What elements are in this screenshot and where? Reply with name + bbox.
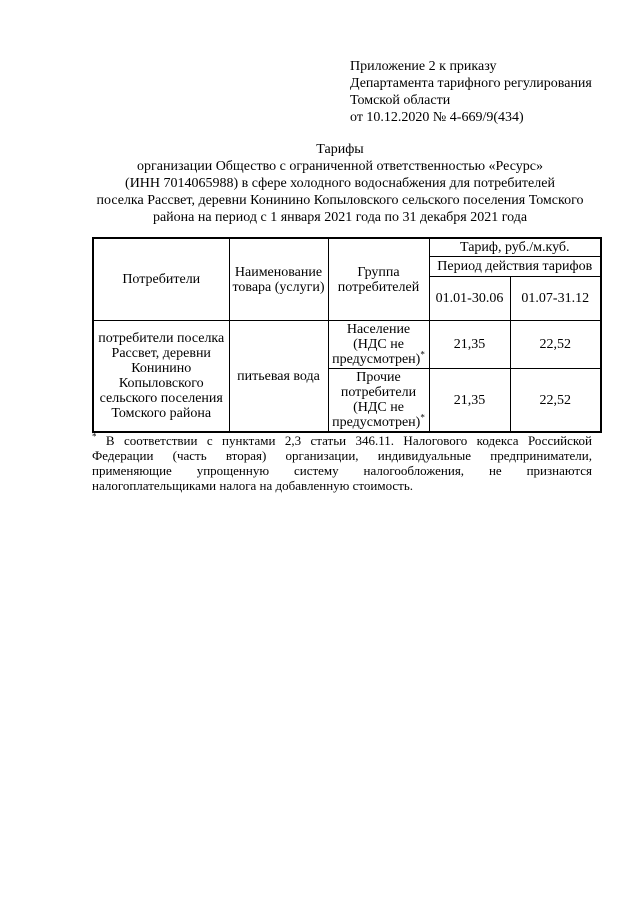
cell-group-other bbox=[328, 369, 429, 433]
cell-product: питьевая вода bbox=[229, 321, 328, 433]
title-line: поселка Рассвет, деревни Конинино Копыловского сельского поселения Томского bbox=[96, 193, 584, 208]
footnote-text: В соответствии с пунктами 2,3 статьи 346.11. Налогового кодекса Российской bbox=[105, 433, 593, 448]
tariff-table bbox=[92, 237, 602, 433]
cell-tariff-other-period1: 21,35 bbox=[429, 369, 510, 433]
footnote-marker: * bbox=[92, 431, 97, 442]
header-period-2: 01.07-31.12 bbox=[510, 277, 601, 321]
header-consumers: Потребители bbox=[93, 238, 229, 321]
footnote-line: применяющие упрощенную систему налогообложения, не признаются bbox=[92, 463, 592, 478]
title-line: района на период с 1 января 2021 года по 31 декабря 2021 года bbox=[152, 210, 528, 225]
appendix-reference-line: Департамента тарифного регулирования bbox=[350, 76, 592, 91]
footnote-marker: * bbox=[420, 412, 425, 423]
footnote-line bbox=[92, 433, 592, 448]
title-line: организации Общество с ограниченной ответственностью «Ресурс» bbox=[137, 159, 543, 174]
header-tariff-unit: Тариф, руб./м.куб. bbox=[429, 238, 601, 257]
cell-consumers: потребители поселка Рассвет, деревни Конинино Копыловского сельского поселения Томского района bbox=[93, 321, 229, 433]
cell-tariff-other-period2: 22,52 bbox=[510, 369, 601, 433]
appendix-reference-line: от 10.12.2020 № 4-669/9(434) bbox=[350, 110, 524, 125]
cell-tariff-population-period2: 22,52 bbox=[510, 321, 601, 369]
group-label: Население (НДС не предусмотрен) bbox=[332, 322, 421, 367]
footnote-line: налогоплательщиками налога на добавленную стоимость. bbox=[92, 478, 414, 493]
footnote-line: Федерации (часть вторая) организации, индивидуальные предприниматели, bbox=[92, 448, 592, 463]
group-label: Прочие потребители (НДС не предусмотрен) bbox=[332, 370, 421, 430]
header-tariff-period: Период действия тарифов bbox=[429, 257, 601, 277]
title-line: Тарифы bbox=[316, 142, 364, 157]
footnote bbox=[92, 433, 592, 493]
appendix-reference-line: Томской области bbox=[350, 93, 451, 108]
footnote-marker: * bbox=[420, 349, 425, 360]
title-line: (ИНН 7014065988) в сфере холодного водоснабжения для потребителей bbox=[125, 176, 555, 191]
appendix-reference bbox=[350, 58, 592, 126]
appendix-reference-line: Приложение 2 к приказу bbox=[350, 59, 497, 74]
header-product-name: Наименование товара (услуги) bbox=[229, 238, 328, 321]
header-consumer-group: Группа потребителей bbox=[328, 238, 429, 321]
table-row bbox=[93, 321, 601, 369]
cell-tariff-population-period1: 21,35 bbox=[429, 321, 510, 369]
cell-group-population bbox=[328, 321, 429, 369]
document-title bbox=[70, 141, 610, 226]
header-period-1: 01.01-30.06 bbox=[429, 277, 510, 321]
